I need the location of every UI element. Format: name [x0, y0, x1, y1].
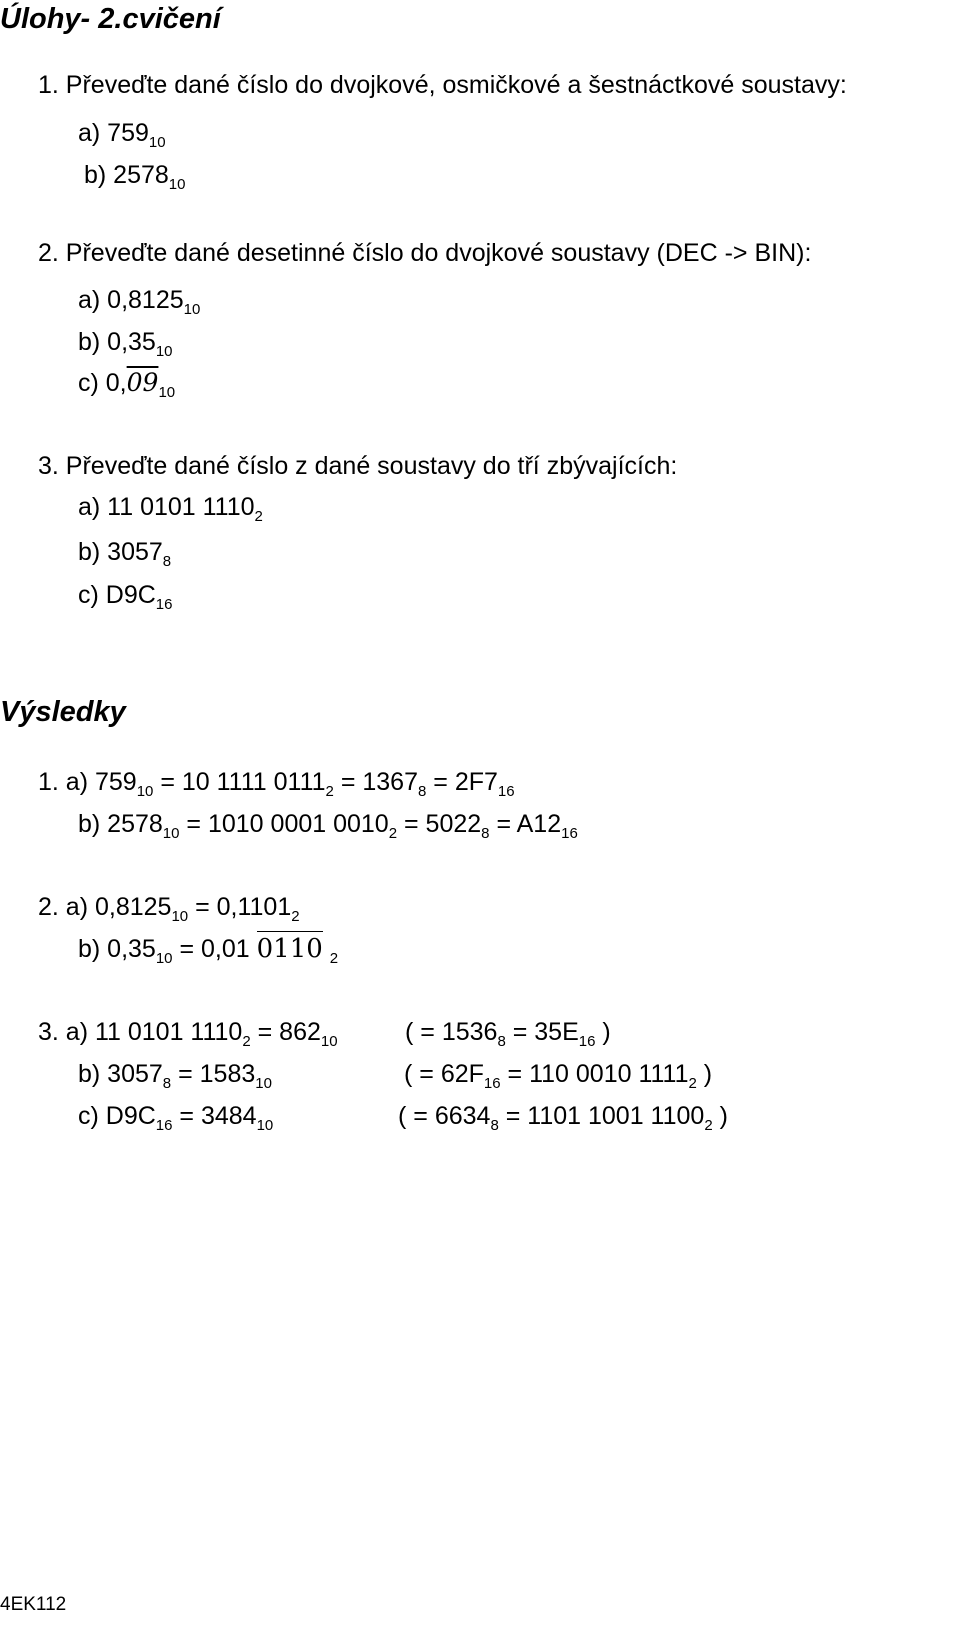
- result-2b: b) $0,35_{10} = 0,01$ 0110 $_2$: [78, 934, 338, 964]
- task-2c: c) $0,09_{10}$: [78, 368, 176, 401]
- result-3b: b) $3057_8 = 1583_{10}$: [78, 1060, 272, 1092]
- task-2-text: 2. Převeďte dané desetinné číslo do dvojkové soustavy (DEC -> BIN):: [38, 239, 812, 267]
- task-1-text: 1. Převeďte dané číslo do dvojkové, osmičkové a šestnáctkové soustavy:: [38, 71, 847, 99]
- task-3b: b) $3057_8$: [78, 538, 172, 570]
- result-1a: 1. a) $759_{10} = 10$ 1111 $0111_2 = 1367_8 = 2F7_{16}$: [38, 768, 515, 800]
- task-3c: c) $D9C_{16}$: [78, 581, 173, 613]
- result-3a: 3. a) 11 0101 $1110_2 = 862_{10}$: [38, 1018, 338, 1050]
- result-3a-alt: ( = $1536_8 = 35E_{16}$ ): [405, 1018, 611, 1050]
- result-3c-alt: ( = $6634_8 = 1101$ 1001 $1100_2$ ): [398, 1102, 728, 1134]
- result-1b: b) $2578_{10} = 1010$ 0001 $0010_2 = 5022_8 = A12_{16}$: [78, 810, 578, 842]
- repeating-digits: 09: [126, 368, 159, 397]
- footer-code: 4EK112: [0, 1594, 67, 1615]
- result-2a: 2. a) $0,8125_{10} = 0,1101_2$: [38, 893, 300, 925]
- result-3c: c) $D9C_{16} = 3484_{10}$: [78, 1102, 274, 1134]
- task-2b: b) $0,35_{10}$: [78, 328, 173, 360]
- page-title: Úlohy- 2.cvičení: [0, 3, 221, 35]
- result-3b-alt: ( = $62F_{16} = 110$ 0010 $1111_2$ ): [404, 1060, 713, 1092]
- results-heading: Výsledky: [0, 696, 126, 728]
- task-1a: a) $759_{10}$: [78, 119, 166, 151]
- task-3-text: 3. Převeďte dané číslo z dané soustavy do tří zbývajících:: [38, 452, 678, 480]
- task-1b: b) $2578_{10}$: [84, 161, 186, 193]
- task-2a: a) $0,8125_{10}$: [78, 286, 201, 318]
- task-3a: a) 11 0101 $1110_2$: [78, 493, 263, 525]
- repeating-digits: 0110: [257, 931, 323, 964]
